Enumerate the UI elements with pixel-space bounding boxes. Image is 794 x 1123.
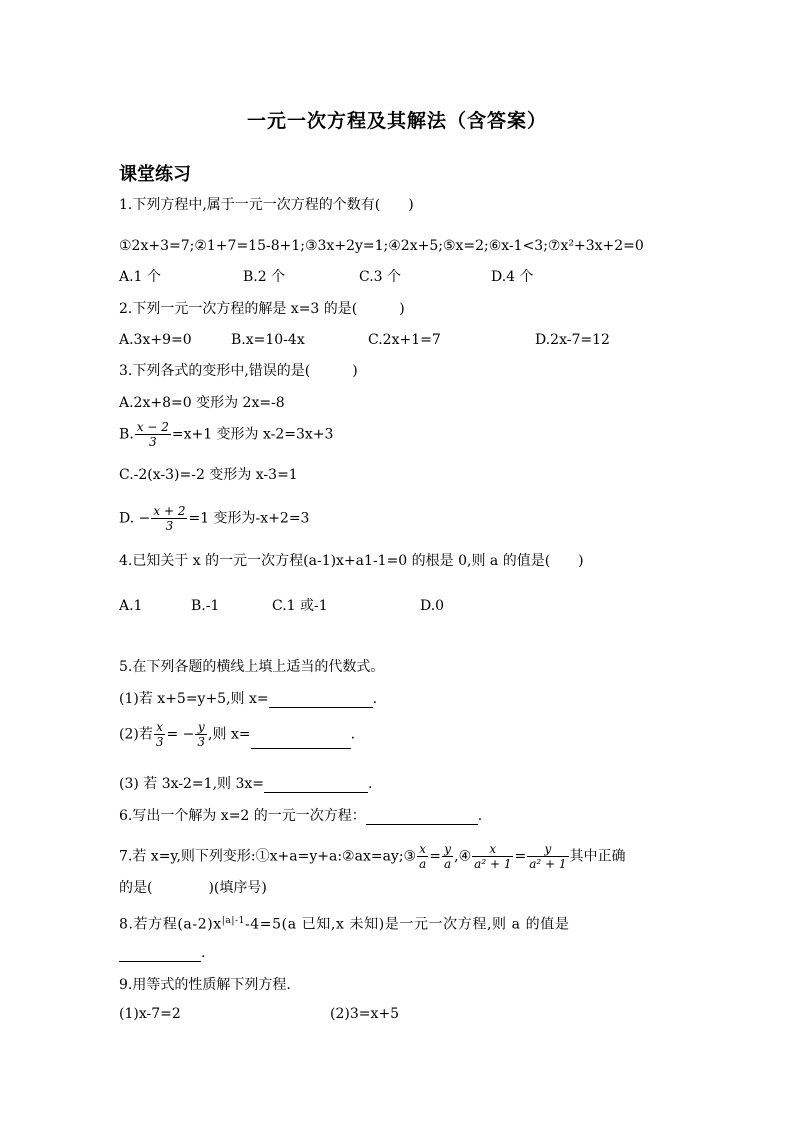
period: .	[372, 691, 378, 707]
fraction	[472, 842, 513, 871]
page-title: 一元一次方程及其解法（含答案）	[246, 110, 547, 132]
question-2-option-b: B.x=10-4x	[231, 332, 305, 348]
question-4-stem: 4.已知关于 x 的一元一次方程(a-1)x+a1-1=0 的根是 0,则 a 的值是( )	[119, 553, 584, 569]
fraction-numerator: x	[472, 842, 513, 857]
question-9-part-1: (1)x-7=2	[119, 1006, 181, 1022]
fraction-denominator: a	[419, 857, 427, 871]
fraction-denominator: a	[444, 857, 452, 871]
part-3-text: (3) 若 3x-2=1,则 3x=	[119, 776, 264, 792]
question-1-list: ①2x+3=7;②1+7=15-8+1;③3x+2y=1;④2x+5;⑤x=2;⑥x-1<3;⑦x²+3x+2=0	[119, 238, 644, 254]
equals-minus: = −	[166, 726, 195, 743]
question-8-line-1	[119, 912, 569, 934]
question-4-option-c: C.1 或-1	[272, 598, 328, 614]
question-9-part-2: (2)3=x+5	[330, 1006, 400, 1022]
exponent: |a|-1	[221, 916, 245, 926]
equals-sign: =	[514, 848, 527, 865]
question-5-part-2	[119, 720, 355, 749]
part-1-text: (1)若 x+5=y+5,则 x=	[119, 691, 269, 707]
fraction	[527, 842, 568, 871]
answer-blank[interactable]	[269, 693, 373, 708]
fraction	[135, 420, 171, 449]
question-1-option-b: B.2 个	[243, 269, 286, 285]
question-1-stem: 1.下列方程中,属于一元一次方程的个数有( )	[119, 197, 414, 213]
question-8-text-b: -4=5(a 已知,x 未知)是一元一次方程,则 a 的值是	[244, 916, 570, 933]
question-4-option-d: D.0	[420, 598, 445, 614]
fraction	[442, 842, 453, 871]
answer-blank[interactable]	[251, 734, 351, 749]
question-6-stem: 6.写出一个解为 x=2 的一元一次方程：	[119, 808, 366, 824]
equals-sign: =	[429, 848, 441, 865]
period: .	[350, 726, 356, 743]
fraction	[417, 842, 428, 871]
option-b-text: =x+1 变形为 x-2=3x+3	[171, 426, 334, 443]
question-3-option-c: C.-2(x-3)=-2 变形为 x-3=1	[119, 467, 298, 483]
question-3-option-a: A.2x+8=0 变形为 2x=-8	[119, 395, 285, 411]
question-5-stem: 5.在下列各题的横线上填上适当的代数式。	[119, 659, 385, 675]
fraction-denominator: 3	[148, 435, 157, 449]
question-5-part-3	[119, 775, 372, 793]
fraction-numerator: y	[527, 842, 568, 857]
question-4-option-a: A.1	[119, 598, 143, 614]
section-heading: 课堂练习	[119, 164, 191, 185]
question-4-option-b: B.-1	[191, 598, 220, 614]
question-2-stem: 2.下列一元一次方程的解是 x=3 的是( )	[119, 301, 405, 317]
question-5-part-1	[119, 690, 377, 708]
question-8-line-2	[119, 944, 205, 962]
fraction-numerator: y	[442, 842, 453, 857]
minus-sign: −	[138, 510, 151, 527]
question-3-stem: 3.下列各式的变形中,错误的是( )	[119, 363, 358, 379]
part-2-prefix: (2)若	[119, 726, 153, 743]
question-7-rest: 其中正确	[569, 848, 626, 865]
question-1-option-c: C.3 个	[359, 269, 402, 285]
question-6	[119, 807, 482, 825]
period: .	[368, 776, 373, 792]
question-8-text-a: 8.若方程(a-2)x	[119, 916, 222, 933]
fraction-denominator: 3	[165, 519, 174, 533]
question-7-line-1	[119, 842, 626, 871]
fraction-denominator: 3	[197, 735, 206, 749]
fraction-numerator: x + 2	[153, 504, 186, 518]
fraction-numerator: x	[154, 720, 166, 735]
fraction	[151, 504, 187, 533]
fraction	[195, 720, 207, 749]
question-7-mid: ,④	[454, 848, 472, 865]
fraction-numerator: x	[417, 842, 428, 857]
fraction-denominator: a² + 1	[474, 857, 512, 871]
question-3-option-d	[119, 504, 309, 533]
fraction-denominator: a² + 1	[529, 857, 567, 871]
option-d-text: =1 变形为-x+2=3	[188, 510, 310, 527]
period: .	[201, 945, 206, 961]
fraction-numerator: y	[195, 720, 207, 735]
question-1-option-d: D.4 个	[491, 269, 534, 285]
part-2-text: ,则 x=	[208, 726, 251, 743]
fraction-numerator: x − 2	[136, 420, 169, 434]
fraction-denominator: 3	[155, 735, 164, 749]
fraction	[154, 720, 166, 749]
answer-blank[interactable]	[119, 947, 201, 962]
question-3-option-b	[119, 420, 333, 449]
answer-blank[interactable]	[366, 810, 478, 825]
question-2-option-c: C.2x+1=7	[368, 332, 441, 348]
answer-blank[interactable]	[264, 778, 368, 793]
option-d-label: D.	[119, 510, 135, 527]
question-1-option-a: A.1 个	[119, 269, 161, 285]
option-b-label: B.	[119, 426, 134, 443]
question-2-option-a: A.3x+9=0	[119, 332, 192, 348]
question-2-option-d: D.2x-7=12	[535, 332, 610, 348]
period: .	[477, 808, 483, 824]
question-7-line-2: 的是( )(填序号)	[119, 880, 267, 896]
question-9-stem: 9.用等式的性质解下列方程.	[119, 977, 291, 993]
question-7-prefix: 7.若 x=y,则下列变形:①x+a=y+a:②ax=ay;③	[119, 848, 417, 865]
